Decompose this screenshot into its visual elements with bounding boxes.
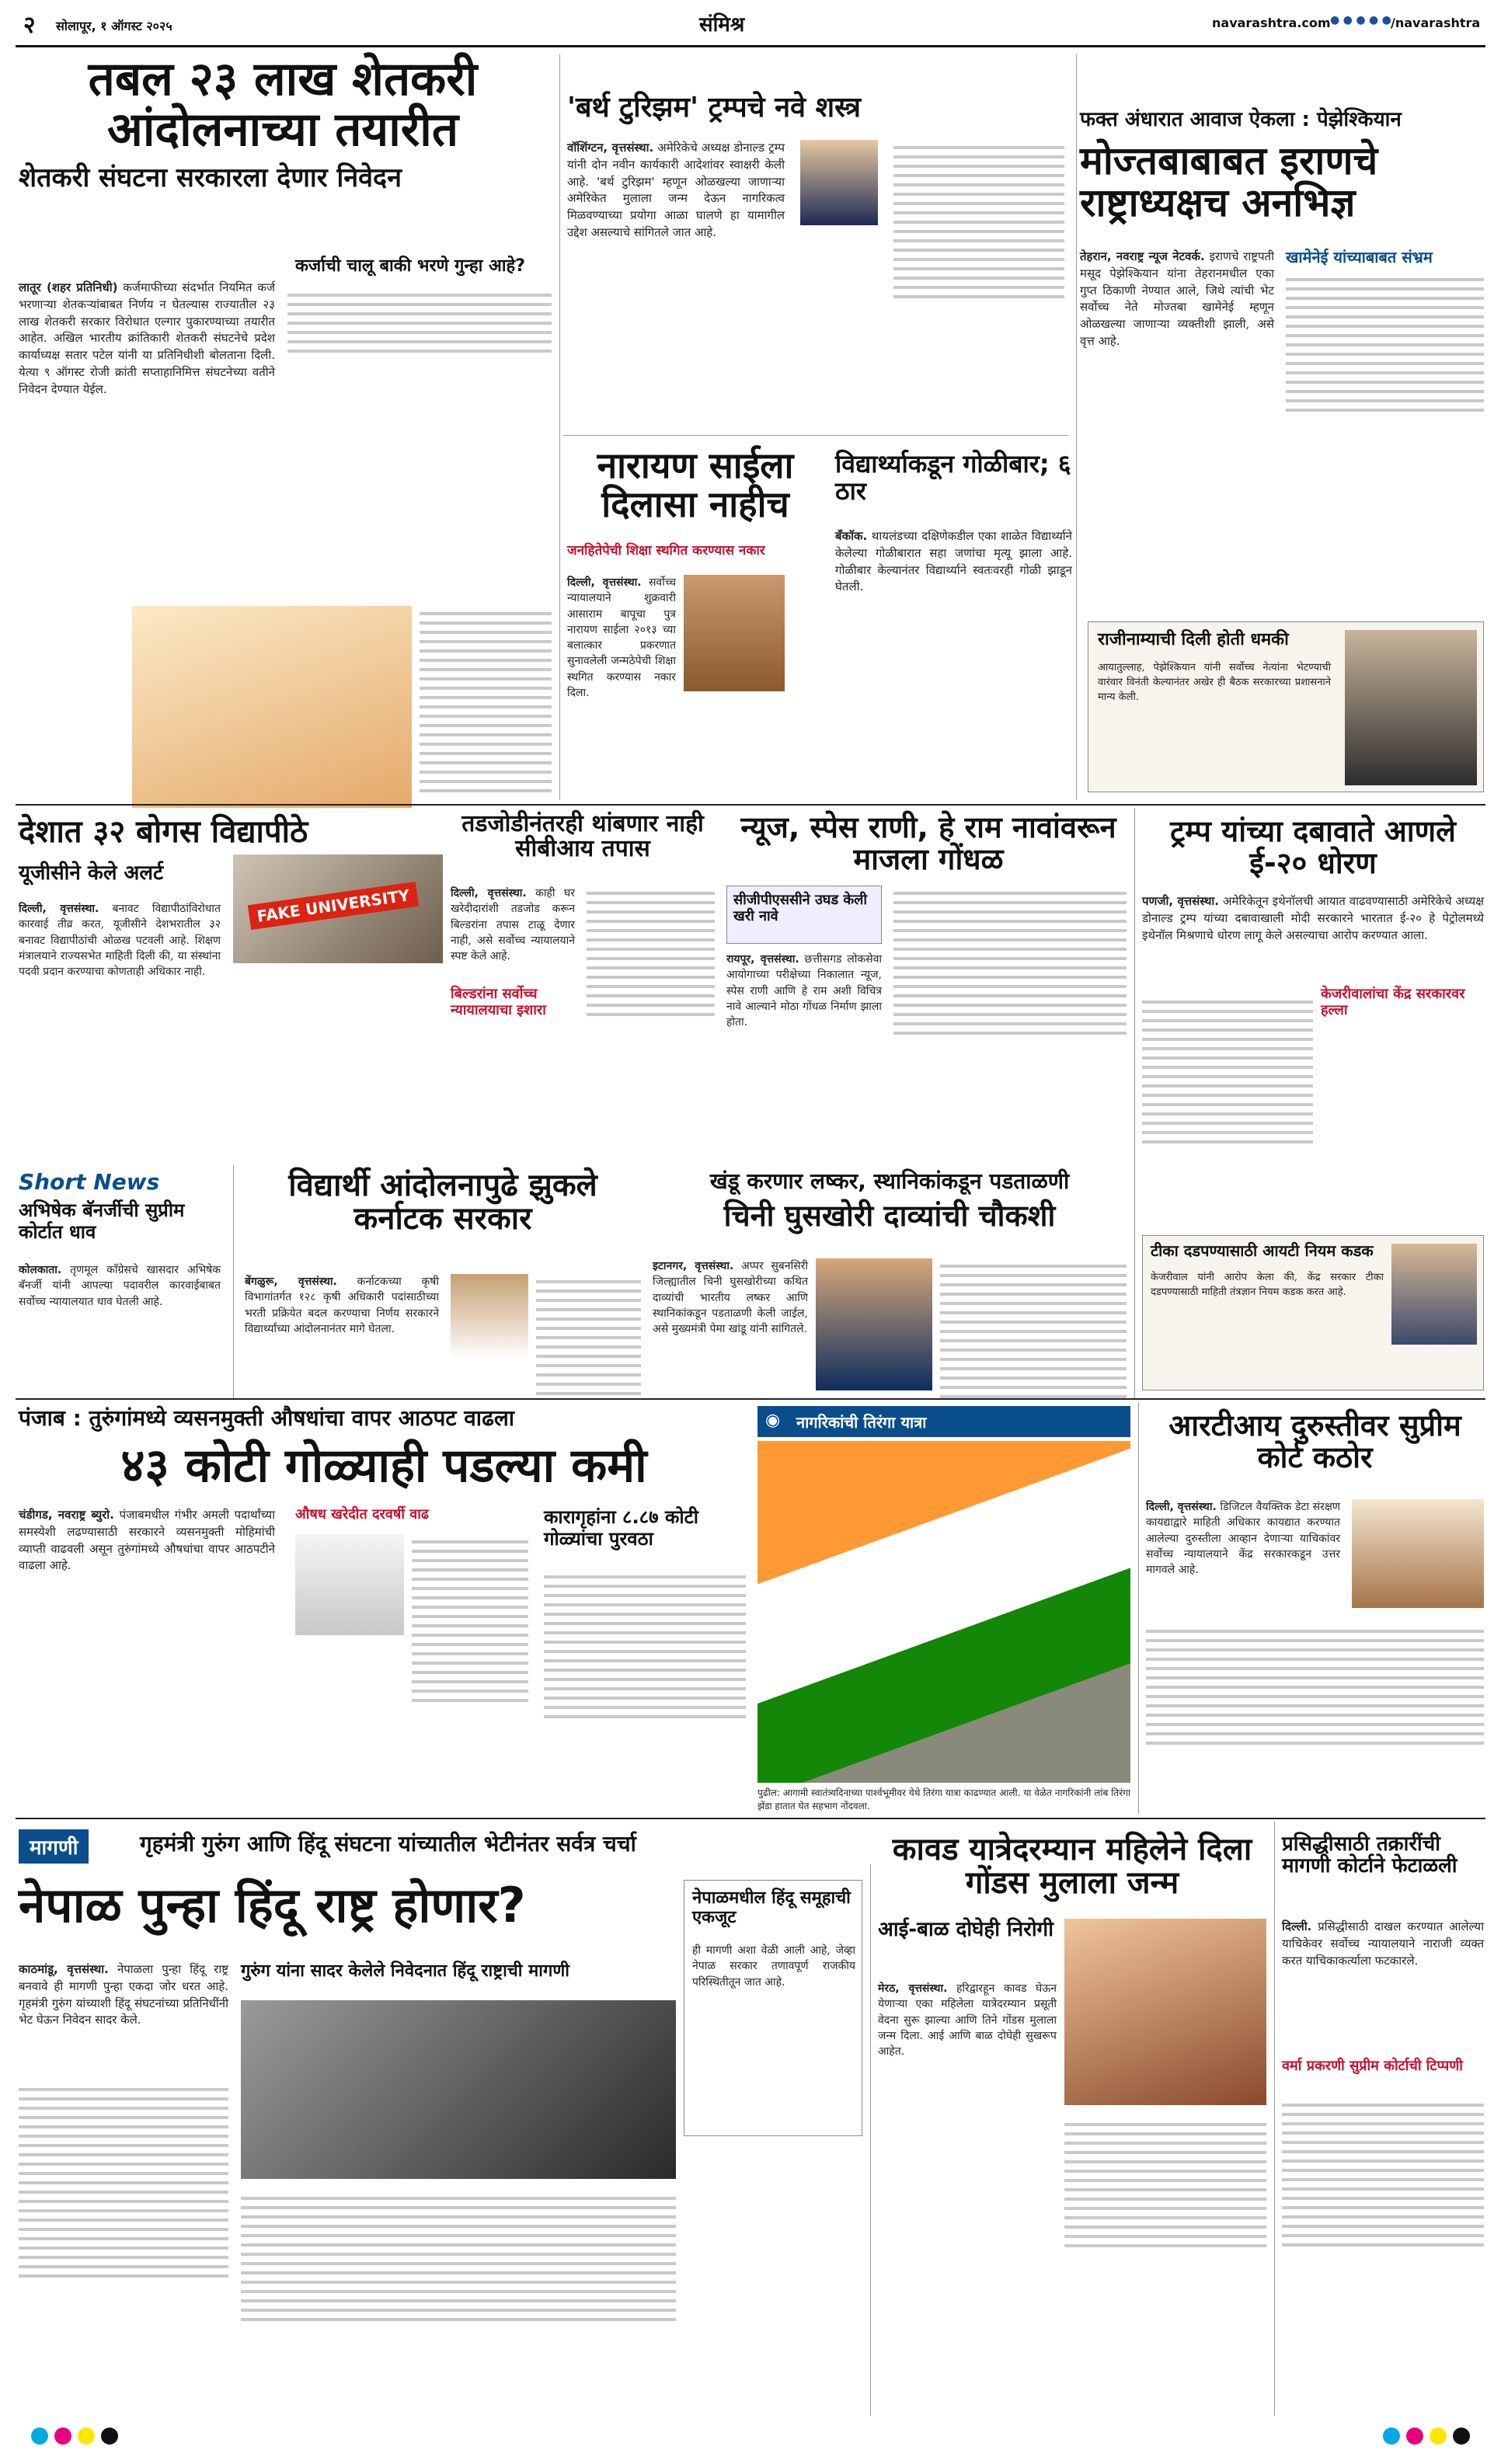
sayla-dateline: दिल्ली, वृत्तसंस्था.	[567, 576, 642, 589]
karnataka-minister-photo	[451, 1274, 528, 1359]
birth-tourism-headline: 'बर्थ टुरिझम' ट्रम्पचे नवे शस्त्र	[567, 92, 861, 124]
fake-label: FAKE UNIVERSITY	[248, 882, 419, 930]
karnataka-dateline: बेंगळुरू, वृत्तसंस्था.	[245, 1276, 337, 1288]
edition-date: सोलापूर, १ ऑगस्ट २०२५	[56, 19, 172, 33]
karnataka-text: कर्नाटकच्या कृषी विभागांतर्गत १२८ कृषी अधिकारी पदांसाठीच्या भरती प्रक्रियेत बदल करण्याचा निर्णय सरकारने विद्यार्थ्यांच्या आंदोलनानंतर मागे घेतला.	[245, 1276, 439, 1335]
punjab-text: पंजाबमधील गंभीर अमली पदार्थांच्या समस्येशी लढण्यासाठी सरकारने व्यसनमुक्ती मोहिमांची व्याप्ती वाढवली असून तुरुंगांमध्ये औषधांचा वापर आठपटीने वाढला आहे.	[19, 1508, 275, 1573]
reg-mark-black	[1453, 2427, 1470, 2445]
names-text: छत्तीसगड लोकसेवा आयोगाच्या परीक्षेच्या निकालात न्यूज, स्पेस राणी आणि हे राम अशी विचित्र नावे आल्याने मोठा गोंधळ निर्माण झाला होता.	[726, 953, 882, 1029]
tiranga-label-text: नागरिकांची तिरंगा यात्रा	[796, 1413, 927, 1432]
farmers-headline: तबल २३ लाख शेतकरी आंदोलनाच्या तयारीत	[88, 52, 478, 157]
nepal-col1-rest	[19, 2082, 228, 2284]
reg-mark-black	[101, 2427, 118, 2445]
cbi-body	[451, 886, 575, 964]
publicity-headline: प्रसिद्धीसाठी तक्रारींची मागणी कोर्टाने फेटाळली	[1282, 1832, 1457, 1878]
col-divider	[1138, 1402, 1139, 1814]
row-rule	[16, 1398, 1485, 1400]
nepal-kicker: गृहमंत्री गुरुंग आणि हिंदू संघटना यांच्यातील भेटीनंतर सर्वत्र चर्चा	[140, 1831, 636, 1857]
nepal-text: नेपाळला पुन्हा हिंदू राष्ट्र बनवावे ही मागणी पुन्हा एकदा जोर धरत आहे. गृहमंत्री गुरुंग यांच्याशी हिंदू संघटनांच्या प्रतिनिधींनी भेट घेऊन निवेदन सादर केले.	[19, 1962, 228, 2027]
shooting-dateline: बँकॉक.	[835, 529, 868, 543]
bogus-subhead: यूजीसीने केले अलर्ट	[19, 861, 164, 885]
col-divider	[1134, 808, 1135, 1398]
pezeshkian-photo	[1345, 630, 1477, 785]
rti-body	[1146, 1499, 1340, 1578]
reg-mark-cyan	[1383, 2427, 1400, 2445]
bogus-dateline: दिल्ली, वृत्तसंस्था.	[19, 903, 99, 915]
birth-tourism-text: अमेरिकेचे अध्यक्ष डोनाल्ड ट्रम्प यांनी दोन नवीन कार्यकारी आदेशांवर स्वाक्षरी केली आहे. 'बर्थ टुरिझम' म्हणून ओळखल्या जाणाऱ्या अमेरिकेत मुलाला जन्म देऊन नागरिकत्व मिळवण्याच्या प्रयोगा आळा घालणे हा यामागील उद्देश असल्याचे सांगितले जात आहे.	[567, 141, 785, 239]
pills-photo	[295, 1534, 404, 1635]
rti-headline: आरटीआय दुरुस्तीवर सुप्रीम कोर्ट कठोर	[1168, 1408, 1461, 1475]
reg-mark-magenta	[54, 2427, 71, 2445]
farmers-body-col3	[420, 606, 552, 799]
farmers-illustration	[132, 606, 412, 808]
punjab-col3	[544, 1569, 746, 1724]
camera-icon: ◉	[765, 1411, 781, 1430]
publicity-box-title: वर्मा प्रकरणी सुप्रीम कोर्टाची टिप्पणी	[1282, 2058, 1463, 2074]
it-rules-title: टीका दडपण्यासाठी आयटी नियम कडक	[1151, 1241, 1374, 1260]
punjab-headline: ४३ कोटी गोळ्याही पडल्या कमी	[120, 1439, 647, 1493]
publicity-body	[1282, 1919, 1484, 1969]
kejriwal-photo	[1391, 1244, 1477, 1345]
farmers-body	[19, 280, 275, 398]
iran-kicker: फक्त अंधारात आवाज ऐकला : पेझेश्कियान	[1080, 108, 1402, 131]
short-news-title: अभिषेक बॅनर्जीची सुप्रीम कोर्टात धाव	[19, 1199, 185, 1243]
tiranga-photo	[757, 1441, 1130, 1783]
e20-dateline: पणजी, वृत्तसंस्था.	[1142, 894, 1220, 908]
e20-text: अमेरिकेतून इथेनॉलची आयात वाढवण्यासाठी अमेरिकेचे अध्यक्ष डोनाल्ड ट्रम्प यांच्या दबावाखाली मोदी सरकारने भारतात ई-२० हे पेट्रोलमध्ये इथेनॉल मिश्रणाचे धोरण लागू केले असल्याचा आरोप करण्यात आला.	[1142, 894, 1484, 942]
cbi-headline: तडजोडीनंतरही थांबणार नाही सीबीआय तपास	[461, 810, 704, 863]
cbi-side-title: बिल्डरांना सर्वोच्च न्यायालयाचा इशारा	[451, 986, 546, 1018]
china-headline: चिनी घुसखोरी दाव्यांची चौकशी	[723, 1199, 1056, 1233]
nepal-body	[19, 1961, 228, 2029]
row-rule	[16, 804, 1485, 806]
nepal-meeting-photo	[241, 2000, 676, 2179]
rti-col2	[1146, 1624, 1484, 1751]
nepal-sub2: गुरुंग यांना सादर केलेले निवेदनात हिंदू राष्ट्राची मागणी	[241, 1961, 569, 1981]
names-col2	[893, 886, 1127, 1041]
page-header	[0, 0, 1501, 45]
col-divider	[233, 1165, 234, 1398]
social-icons[interactable]: ● ● ● ● ●	[1330, 14, 1391, 26]
birth-tourism-body	[567, 140, 785, 242]
nepal-col-bottom	[241, 2191, 676, 2327]
row-rule	[16, 1818, 1485, 1819]
col-divider	[870, 1864, 871, 2416]
karnataka-col2	[536, 1274, 641, 1401]
china-kicker: खंडू करणार लष्कर, स्थानिकांकडून पडताळणी	[709, 1168, 1070, 1194]
names-headline: न्यूज, स्पेस राणी, हे राम नावांवरून माजला गोंधळ	[740, 810, 1116, 877]
farmers-body-text: कर्जमाफीच्या संदर्भात नियमित कर्ज भरणाऱ्या शेतकऱ्यांबाबत निर्णय न घेतल्यास राज्यातील २३ लाख शेतकरी सरकार विरोधात एल्गार पुकारण्याच्या तयारीत आहेत. अखिल भारतीय क्रांतिकारी शेतकरी संघटनेचे प्रदेश कार्याध्यक्ष सतार पटेल यांनी या प्रतिनिधीशी बोलताना दिली. येत्या ९ ऑगस्ट रोजी क्रांती सप्ताहानिमित्त संघटनेच्या वतीने निवेदन देण्यात येईल.	[19, 280, 275, 396]
punjab-body	[19, 1507, 275, 1575]
header-rule	[16, 45, 1485, 47]
bogus-headline: देशात ३२ बोगस विद्यापीठे	[19, 814, 308, 850]
iran-body-text: इराणचे राष्ट्रपती मसूद पेझेश्कियान यांना तेहरानमधील एका गुप्त ठिकाणी नेण्यात आले, जिथे त्यांची भेट सर्वोच्च नेते मोज्तबा खामेनेई म्हणून ओळखल्या जाणाऱ्या व्यक्तीशी झाली, असे वृत्त आहे.	[1080, 249, 1274, 348]
iran-side-body	[1286, 272, 1484, 418]
bogus-text: बनावट विद्यापीठांविरोधात कारवाई तीव्र करत, यूजीसीने देशभरातील ३२ बनावट विद्यापीठांची ओळख पटवली आहे. शिक्षण मंत्रालयाने राज्यसभेत माहिती दिली की, या संस्थांना पदवी प्रदान करण्याचा कोणताही अधिकार नाही.	[19, 903, 221, 979]
kawad-text: हरिद्वारहून कावड घेऊन येणाऱ्या एका महिलेला यात्रेदरम्यान प्रसूती वेदना सुरू झाल्या आणि तिने गोंडस मुलाला जन्म दिला. आई आणि बाळ दोघेही सुखरूप आहेत.	[878, 1982, 1057, 2059]
china-dateline: इटानगर, वृत्तसंस्था.	[653, 1260, 734, 1272]
kawad-photo	[1064, 1919, 1266, 2105]
farmers-body-col2	[287, 287, 552, 359]
cbi-col2	[587, 886, 715, 1022]
trump-photo	[800, 140, 878, 225]
rti-text: डिजिटल वैयक्तिक डेटा संरक्षण कायद्याद्वारे माहिती अधिकार कायद्यात करण्यात आलेल्या दुरुस्तीला आव्हान देणाऱ्या याचिकांवर सर्वोच्च न्यायालयाने केंद्र सरकारकडून उत्तर मागवले आहे.	[1146, 1501, 1340, 1577]
cbi-text: काही घर खरेदीदारांशी तडजोड करून बिल्डरांना तपास टाळू देणार नाही, असे सर्वोच्च न्यायालयाने स्पष्ट केले आहे.	[451, 887, 576, 963]
nepal-side-body: ही मागणी अशा वेळी आली आहे, जेव्हा नेपाळ सरकार तणावपूर्ण राजकीय परिस्थितीतून जात आहे.	[692, 1944, 855, 1989]
punjab-col2	[412, 1534, 528, 1708]
kawad-headline: कावड यात्रेदरम्यान महिलेने दिला गोंडस मुलाला जन्म	[892, 1832, 1252, 1902]
divider	[563, 435, 1068, 436]
publicity-dateline: दिल्ली.	[1282, 1919, 1312, 1933]
section-title: संमिश्र	[699, 13, 745, 37]
reg-mark-cyan	[31, 2427, 48, 2445]
kawad-dateline: मेरठ, वृत्तसंस्था.	[878, 1982, 948, 1995]
fake-university-photo	[233, 854, 443, 963]
iran-box-body: आयातुल्लाह, पेझेश्कियान यांनी सर्वोच्च नेत्यांना भेटण्याची वारंवार विनंती केल्यानंतर अखेर ही बैठक सरकारच्या प्रशासनाने मान्य केली.	[1098, 662, 1331, 703]
punjab-box-title: औषध खरेदीत दरवर्षी वाढ	[295, 1506, 430, 1523]
reg-mark-yellow	[1430, 2427, 1447, 2445]
short-news-body	[19, 1262, 221, 1310]
short-news-label: Short News	[19, 1169, 160, 1195]
page-number: २	[23, 12, 36, 39]
it-rules-box	[1142, 1235, 1484, 1390]
iran-headline: मोज्तबाबाबत इराणचे राष्ट्राध्यक्षच अनभिज्ञ	[1080, 138, 1378, 225]
farmers-inset-title: कर्जाची चालू बाकी भरणे गुन्हा आहे?	[295, 256, 525, 276]
china-text: अप्पर सुबनसिरी जिल्ह्यातील चिनी घुसखोरीच्या कथित दाव्यांची भारतीय लष्कर आणि स्थानिकांकडून पडताळणी केली जाईल, असे मुख्यमंत्री पेमा खांडू यांनी सांगितले.	[653, 1260, 809, 1336]
tiranga-caption: पुढील: आगामी स्वातंत्र्यदिनाच्या पार्श्वभूमीवर येथे तिरंगा यात्रा काढण्यात आली. या वेळेत नागरिकांनी लांब तिरंगा झेंडा हातात घेत सहभाग नोंदवला.	[757, 1787, 1130, 1812]
farmers-subhead: शेतकरी संघटना सरकारला देणार निवेदन	[19, 162, 402, 193]
sayla-photo	[684, 575, 785, 691]
supreme-court-photo	[1352, 1499, 1484, 1608]
e20-body	[1142, 893, 1484, 944]
reg-mark-magenta	[1406, 2427, 1423, 2445]
e20-headline: ट्रम्प यांच्या दबावाते आणले ई-२० धोरण	[1170, 814, 1456, 881]
e20-side-title: केजरीवालांचा केंद्र सरकारवर हल्ला	[1321, 986, 1465, 1018]
iran-dateline: तेहरान, नवराष्ट्र न्यूज नेटवर्क.	[1080, 249, 1205, 263]
nepal-dateline: काठमांडू, वृत्तसंस्था.	[19, 1962, 109, 1976]
short-news-text: तृणमूल काँग्रेसचे खासदार अभिषेक बॅनर्जी यांनी आपल्या पदावरील कारवाईबाबत सर्वोच्च न्यायालयात धाव घेतली आहे.	[19, 1264, 221, 1308]
punjab-dateline: चंडीगड, नवराष्ट्र ब्युरो.	[19, 1508, 114, 1522]
publicity-text: प्रसिद्धीसाठी दाखल करण्यात आलेल्या याचिकेवर सर्वोच्च न्यायालयाने नाराजी व्यक्त करत याचिकाकर्त्याला फटकारले.	[1282, 1919, 1484, 1968]
cgpsc-title: सीजीपीएससीने उघड केली खरी नावे	[733, 892, 868, 924]
iran-box-title: राजीनाम्याची दिली होती धमकी	[1098, 630, 1289, 649]
nepal-tag: मागणी	[19, 1829, 89, 1864]
sayla-text: सर्वोच्च न्यायालयाने शुक्रवारी आसाराम बापूचा पुत्र नारायण साईला २०१३ च्या बलात्कार प्रकरणात सुनावलेली जन्मठेपेची शिक्षा स्थगित करण्यास नकार दिला.	[567, 576, 676, 700]
e20-col2	[1142, 994, 1313, 1150]
khandu-photo	[816, 1258, 932, 1390]
karnataka-body	[245, 1274, 439, 1337]
kawad-body	[878, 1981, 1057, 2059]
iran-side-title: खामेनेई यांच्याबाबत संभ्रम	[1286, 248, 1433, 266]
birth-tourism-col3	[893, 140, 1064, 305]
site-url[interactable]: navarashtra.com	[1212, 16, 1331, 30]
tiranga-label	[757, 1406, 1130, 1437]
nepal-headline: नेपाळ पुन्हा हिंदू राष्ट्र होणार?	[19, 1877, 526, 1933]
shooting-body	[835, 528, 1072, 596]
cgpsc-box	[726, 886, 882, 944]
cbi-dateline: दिल्ली, वृत्तसंस्था.	[451, 887, 527, 900]
karnataka-headline: विद्यार्थी आंदोलनापुढे झुकले कर्नाटक सरकार	[288, 1168, 597, 1237]
sayla-subhead: जनहितेपेची शिक्षा स्थगित करण्यास नकार	[567, 543, 765, 559]
shooting-text: थायलंडच्या दक्षिणेकडील एका शाळेत विद्यार्थ्याने केलेल्या गोळीबारात सहा जणांचा मृत्यू झाला आहे. गोळीबार केल्यानंतर विद्यार्थ्याने स्वतःवरही गोळी झाडून घेतली.	[835, 529, 1072, 594]
bogus-body	[19, 901, 221, 980]
short-news-dateline: कोलकाता.	[19, 1264, 62, 1276]
col-divider	[1274, 1822, 1275, 2416]
shooting-headline: विद्यार्थ्याकडून गोळीबार; ६ ठार	[835, 449, 1071, 506]
nepal-side-title: नेपाळमधील हिंदू समूहाची एकजूट	[692, 1888, 851, 1928]
col-divider	[1076, 54, 1077, 800]
col-divider	[559, 54, 560, 800]
it-rules-body: केजरीवाल यांनी आरोप केला की, केंद्र सरकार टीका दडपण्यासाठी माहिती तंत्रज्ञान नियम कडक करत आहे.	[1151, 1272, 1384, 1298]
reg-mark-yellow	[78, 2427, 95, 2445]
names-body	[726, 952, 882, 1030]
rti-dateline: दिल्ली, वृत्तसंस्था.	[1146, 1501, 1217, 1513]
china-col2	[940, 1258, 1127, 1404]
punjab-box-title2: कारागृहांना ८.८७ कोटी गोळ्यांचा पुरवठा	[544, 1506, 698, 1550]
social-handle[interactable]: /navarashtra	[1391, 16, 1481, 30]
kawad-col2	[1064, 2117, 1266, 2253]
china-body	[653, 1258, 808, 1337]
sayla-headline: नारायण साईला दिलासा नाहीच	[597, 444, 794, 525]
birth-tourism-dateline: वॉशिंग्टन, वृत्तसंस्था.	[567, 141, 654, 155]
farmers-dateline: लातूर (शहर प्रतिनिधी)	[19, 280, 118, 294]
publicity-col	[1282, 2097, 1484, 2253]
iran-body	[1080, 249, 1274, 350]
kawad-sub: आई-बाळ दोघेही निरोगी	[878, 1918, 1053, 1941]
sayla-body	[567, 575, 676, 701]
punjab-kicker: पंजाब : तुरुंगांमध्ये व्यसनमुक्ती औषधांचा वापर आठपट वाढला	[19, 1405, 515, 1431]
names-dateline: रायपूर, वृत्तसंस्था.	[726, 953, 799, 966]
nepal-side-box	[684, 1880, 862, 2136]
iran-resign-box	[1088, 621, 1484, 792]
